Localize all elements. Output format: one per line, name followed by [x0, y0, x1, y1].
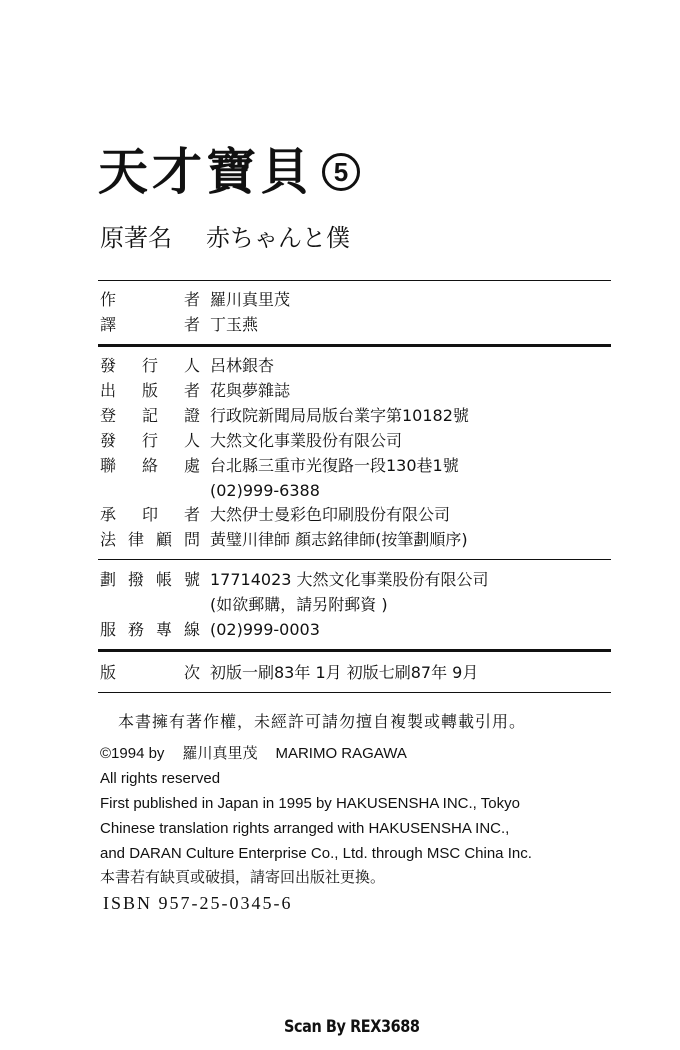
order-value: (如欲郵購，請另附郵資 ) [210, 595, 388, 614]
edition-value: 初版一刷83年 1月 初版七刷87年 9月 [210, 663, 479, 682]
publisher-value: 台北縣三重市光復路一段130巷1號 [210, 456, 459, 475]
publisher-phone: (02)999-6388 [210, 481, 320, 500]
credit-label: 譯 者 [100, 315, 200, 334]
credit-value: 羅川真里茂 [210, 290, 291, 309]
edition-row [100, 662, 479, 684]
publisher-value: 黃璧川律師 顏志銘律師(按筆劃順序) [210, 530, 468, 549]
publisher-label: 出版者 [100, 381, 200, 400]
copyright-year: ©1994 by [100, 745, 165, 762]
publisher-value: 呂林銀杏 [210, 356, 275, 375]
publisher-row [100, 430, 403, 452]
translation-rights-line: Chinese translation rights arranged with HAKUSENSHA INC., [100, 820, 510, 837]
publisher-value: 行政院新聞局局版台業字第10182號 [210, 406, 469, 425]
rights-line: All rights reserved [100, 770, 221, 787]
publisher-row [100, 504, 451, 526]
credit-row-translator [100, 314, 259, 336]
publisher-row [100, 355, 275, 377]
divider-thick [98, 649, 611, 652]
return-notice: 本書若有缺頁或破損，請寄回出版社更換。 [100, 868, 386, 886]
order-row [100, 619, 320, 641]
isbn: ISBN 957-25-0345-6 [103, 893, 293, 913]
publisher-label: 聯絡處 [100, 456, 200, 475]
copyright-author-cn: 羅川真里茂 [182, 745, 258, 762]
publisher-label: 登記證 [100, 406, 200, 425]
credit-label: 作 者 [100, 290, 200, 309]
original-title-label: 原著名 [100, 224, 172, 252]
order-value: 17714023 大然文化事業股份有限公司 [210, 570, 489, 589]
publisher-label: 發行人 [100, 431, 200, 450]
copyright-author-en: MARIMO RAGAWA [275, 745, 407, 762]
publisher-label: 承印者 [100, 505, 200, 524]
book-title [98, 142, 360, 202]
publisher-label: 發行人 [100, 356, 200, 375]
publisher-row [100, 529, 468, 551]
copyright-line [100, 743, 407, 765]
credit-value: 丁玉燕 [210, 315, 259, 334]
order-value: (02)999-0003 [210, 620, 320, 639]
publisher-row [100, 405, 469, 427]
order-row [100, 569, 489, 591]
publisher-row [100, 380, 291, 402]
credit-row-author [100, 289, 291, 311]
publisher-row [100, 480, 320, 502]
rights-notice: 本書擁有著作權，未經許可請勿擅自複製或轉載引用。 [118, 712, 527, 731]
edition-label: 版 次 [100, 663, 200, 682]
divider [98, 559, 611, 560]
order-label: 服務專線 [100, 620, 200, 639]
order-label: 劃撥帳號 [100, 570, 200, 589]
divider [98, 280, 611, 281]
publisher-label: 法律顧問 [100, 530, 200, 549]
volume-number-badge: 5 [322, 153, 360, 191]
order-row [100, 594, 388, 616]
original-title-value: 赤ちゃんと僕 [206, 224, 350, 252]
divider-thick [98, 344, 611, 347]
book-title-text: 天才寶貝 [98, 142, 314, 201]
publisher-value: 大然文化事業股份有限公司 [210, 431, 403, 450]
divider [98, 692, 611, 693]
publication-line: First published in Japan in 1995 by HAKUSENSHA INC., Tokyo [100, 795, 520, 812]
publisher-row [100, 455, 459, 477]
original-title [100, 222, 350, 254]
translation-rights-line: and DARAN Culture Enterprise Co., Ltd. through MSC China Inc. [100, 845, 532, 862]
publisher-value: 花與夢雜誌 [210, 381, 291, 400]
publisher-value: 大然伊士曼彩色印刷股份有限公司 [210, 505, 451, 524]
scan-credit: Scan By REX3688 [284, 1017, 420, 1037]
